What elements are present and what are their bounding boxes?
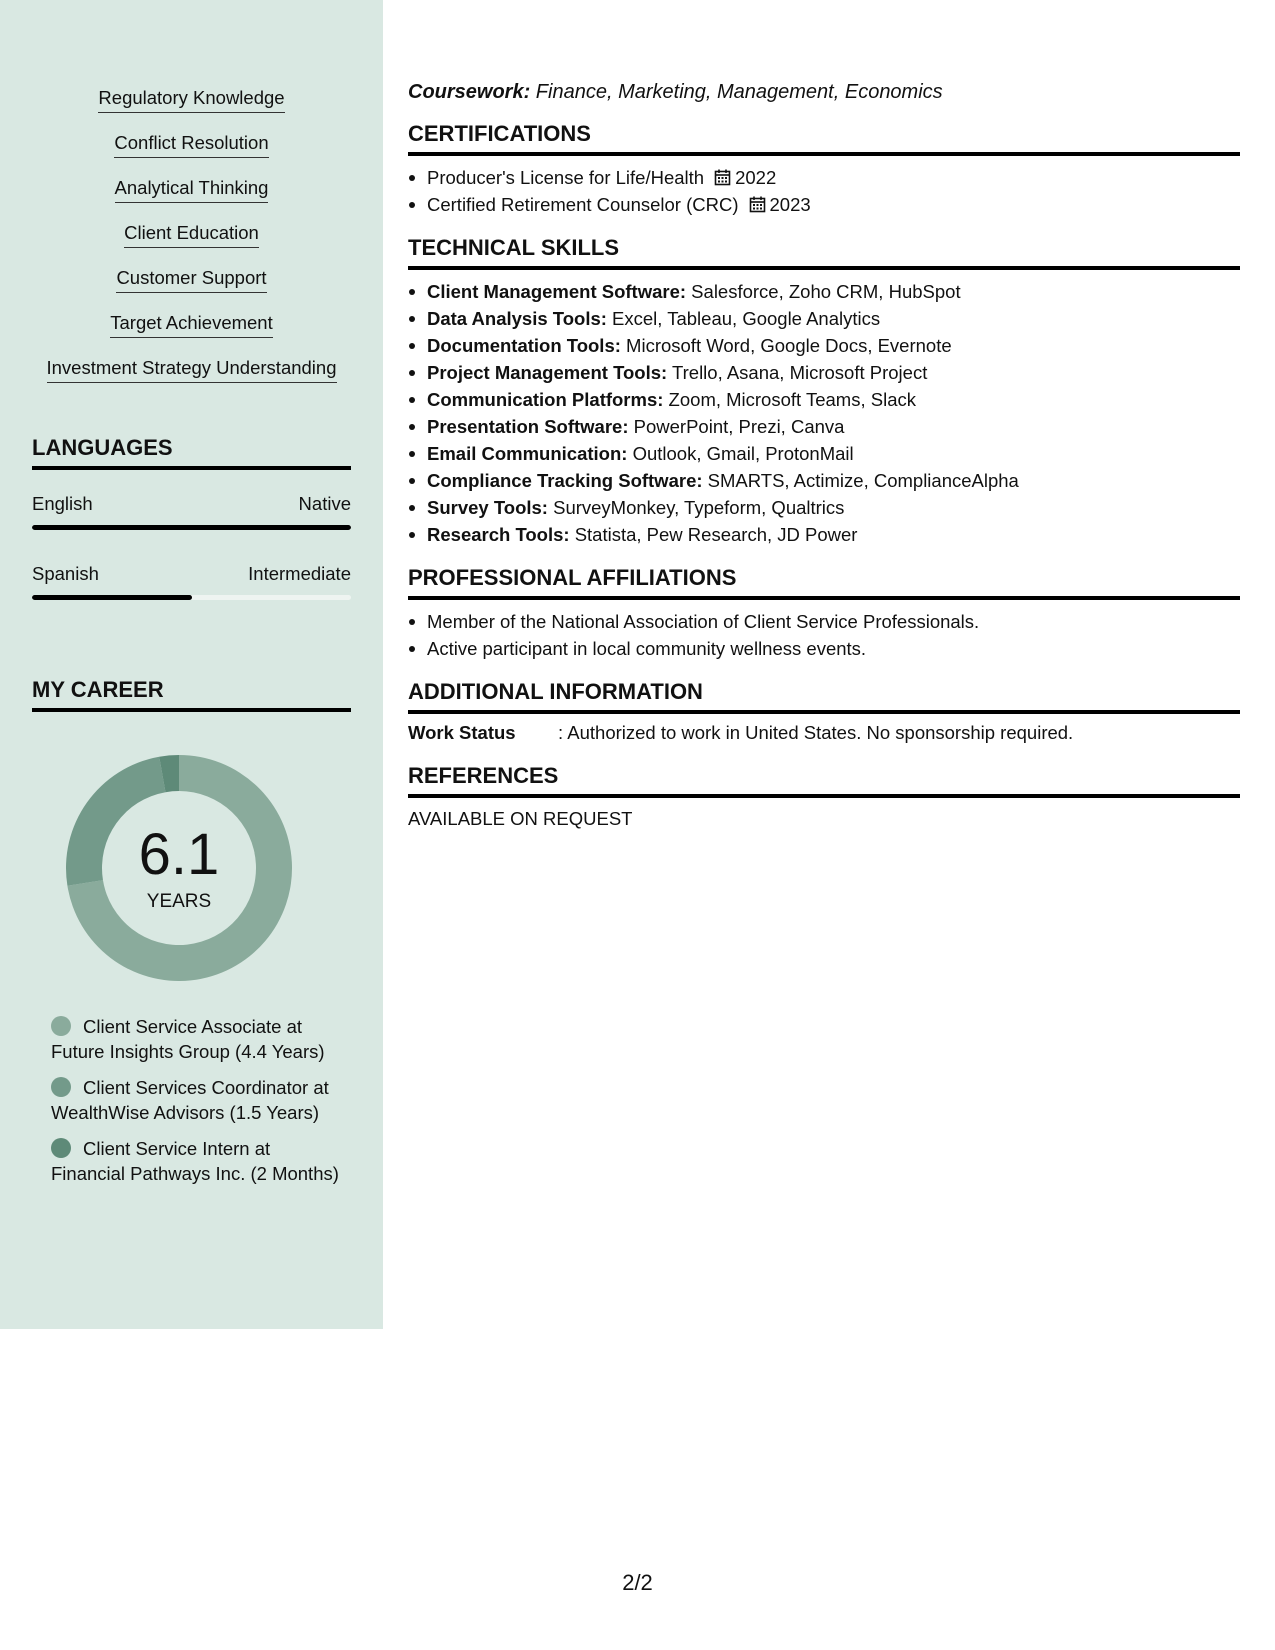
technical-skill-item [408, 386, 1240, 413]
technical-skills-list [408, 278, 1240, 548]
skill-label: Compliance Tracking Software: [427, 470, 703, 491]
skill-item [0, 311, 383, 356]
references-title: REFERENCES [408, 762, 1240, 798]
work-status-label: Work Status [408, 722, 516, 743]
skill-value: Zoom, Microsoft Teams, Slack [663, 389, 916, 410]
career-unit: YEARS [146, 891, 212, 912]
skill-value: SurveyMonkey, Typeform, Qualtrics [547, 497, 845, 518]
skill-tag: Target Achievement [110, 311, 272, 338]
language-name: English [32, 493, 93, 514]
coursework-value: Finance, Marketing, Management, Economics [530, 81, 943, 103]
skill-label: Communication Platforms: [427, 389, 664, 410]
language-english [32, 492, 351, 530]
certification-name: Certified Retirement Counselor (CRC) [427, 194, 739, 215]
legend-dot-icon [51, 1138, 71, 1158]
skill-value: PowerPoint, Prezi, Canva [628, 416, 845, 437]
technical-skill-item [408, 332, 1240, 359]
references-text: AVAILABLE ON REQUEST [408, 808, 633, 829]
skill-label: Research Tools: [427, 524, 570, 545]
skill-tag: Regulatory Knowledge [98, 86, 284, 113]
skill-item [0, 176, 383, 221]
certifications-list [408, 164, 1240, 218]
coursework [408, 78, 1240, 106]
certification-item [408, 191, 1240, 218]
skill-label: Data Analysis Tools: [427, 308, 607, 329]
skill-label: Presentation Software: [427, 416, 629, 437]
work-status-row [408, 720, 1240, 746]
calendar-icon [749, 196, 766, 213]
technical-skill-item [408, 413, 1240, 440]
technical-skill-item [408, 278, 1240, 305]
language-spanish [32, 562, 351, 600]
language-bar-fill [32, 525, 351, 530]
technical-skill-item [408, 359, 1240, 386]
sidebar [0, 0, 383, 1329]
career-legend-item [51, 1076, 341, 1125]
skill-value: Excel, Tableau, Google Analytics [606, 308, 881, 329]
skill-tag: Conflict Resolution [114, 131, 268, 158]
certification-year: 2022 [735, 167, 777, 188]
additional-info-title: ADDITIONAL INFORMATION [408, 678, 1240, 714]
main-column [408, 78, 1240, 832]
affiliations-list [408, 608, 1240, 662]
career-legend-item [51, 1137, 341, 1186]
work-status-value: : Authorized to work in United States. No sponsorship required. [558, 722, 1074, 743]
technical-skill-item [408, 440, 1240, 467]
technical-skill-item [408, 521, 1240, 548]
technical-skill-item [408, 305, 1240, 332]
skill-tag: Customer Support [116, 266, 266, 293]
skill-label: Survey Tools: [427, 497, 548, 518]
skill-item [0, 356, 383, 401]
career-donut [66, 755, 292, 981]
legend-text: Client Service Associate at Future Insights Group (4.4 Years) [51, 1016, 325, 1062]
certifications-title: CERTIFICATIONS [408, 120, 1240, 156]
career-title: MY CAREER [32, 676, 351, 712]
career-legend [51, 1015, 341, 1198]
language-level: Intermediate [248, 563, 351, 584]
skill-value: Trello, Asana, Microsoft Project [667, 362, 928, 383]
technical-skill-item [408, 467, 1240, 494]
skill-tag: Analytical Thinking [115, 176, 269, 203]
skill-item [0, 266, 383, 311]
language-bar-fill [32, 595, 192, 600]
skill-value: Salesforce, Zoho CRM, HubSpot [686, 281, 961, 302]
skill-tag: Investment Strategy Understanding [47, 356, 337, 383]
skill-value: SMARTS, Actimize, ComplianceAlpha [702, 470, 1019, 491]
languages-title: LANGUAGES [32, 434, 351, 470]
skill-label: Client Management Software: [427, 281, 687, 302]
skill-value: Microsoft Word, Google Docs, Evernote [620, 335, 952, 356]
certification-item [408, 164, 1240, 191]
page-number: 2/2 [622, 1570, 653, 1595]
language-level: Native [298, 493, 351, 514]
career-legend-item [51, 1015, 341, 1064]
skill-label: Email Communication: [427, 443, 628, 464]
skill-item [0, 86, 383, 131]
technical-skills-title: TECHNICAL SKILLS [408, 234, 1240, 270]
affiliations-title: PROFESSIONAL AFFILIATIONS [408, 564, 1240, 600]
skill-label: Project Management Tools: [427, 362, 668, 383]
calendar-icon [714, 169, 731, 186]
affiliation-item: Member of the National Association of Client Service Professionals. [408, 608, 1240, 635]
technical-skill-item [408, 494, 1240, 521]
language-bar [32, 595, 351, 600]
affiliation-item: Active participant in local community wellness events. [408, 635, 1240, 662]
skill-label: Documentation Tools: [427, 335, 621, 356]
legend-text: Client Services Coordinator at WealthWise Advisors (1.5 Years) [51, 1077, 329, 1123]
career-total-years: 6.1 [138, 822, 220, 887]
legend-dot-icon [51, 1077, 71, 1097]
certification-year: 2023 [769, 194, 811, 215]
skills-list [0, 86, 383, 401]
legend-dot-icon [51, 1016, 71, 1036]
language-bar [32, 525, 351, 530]
coursework-label: Coursework: [408, 81, 531, 103]
language-name: Spanish [32, 563, 99, 584]
certification-name: Producer's License for Life/Health [427, 167, 705, 188]
skill-value: Statista, Pew Research, JD Power [569, 524, 858, 545]
skill-item [0, 221, 383, 266]
skill-item [0, 131, 383, 176]
skill-value: Outlook, Gmail, ProtonMail [627, 443, 854, 464]
legend-text: Client Service Intern at Financial Pathways Inc. (2 Months) [51, 1138, 339, 1184]
skill-tag: Client Education [124, 221, 259, 248]
